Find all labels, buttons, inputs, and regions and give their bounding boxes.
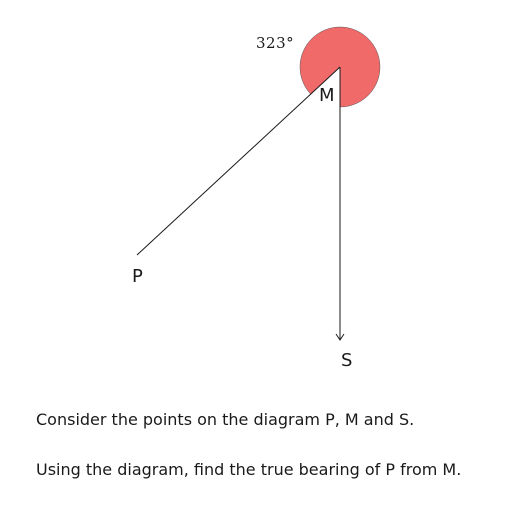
point-label-m: M (319, 85, 335, 106)
point-label-s: S (341, 350, 353, 371)
question-line-1: Consider the points on the diagram P, M and S. (36, 410, 415, 429)
line-m-to-p (137, 67, 340, 255)
question-line-2: Using the diagram, find the true bearing of P from M. (36, 460, 462, 479)
point-label-p: P (132, 266, 143, 287)
angle-label: 323° (256, 34, 295, 52)
